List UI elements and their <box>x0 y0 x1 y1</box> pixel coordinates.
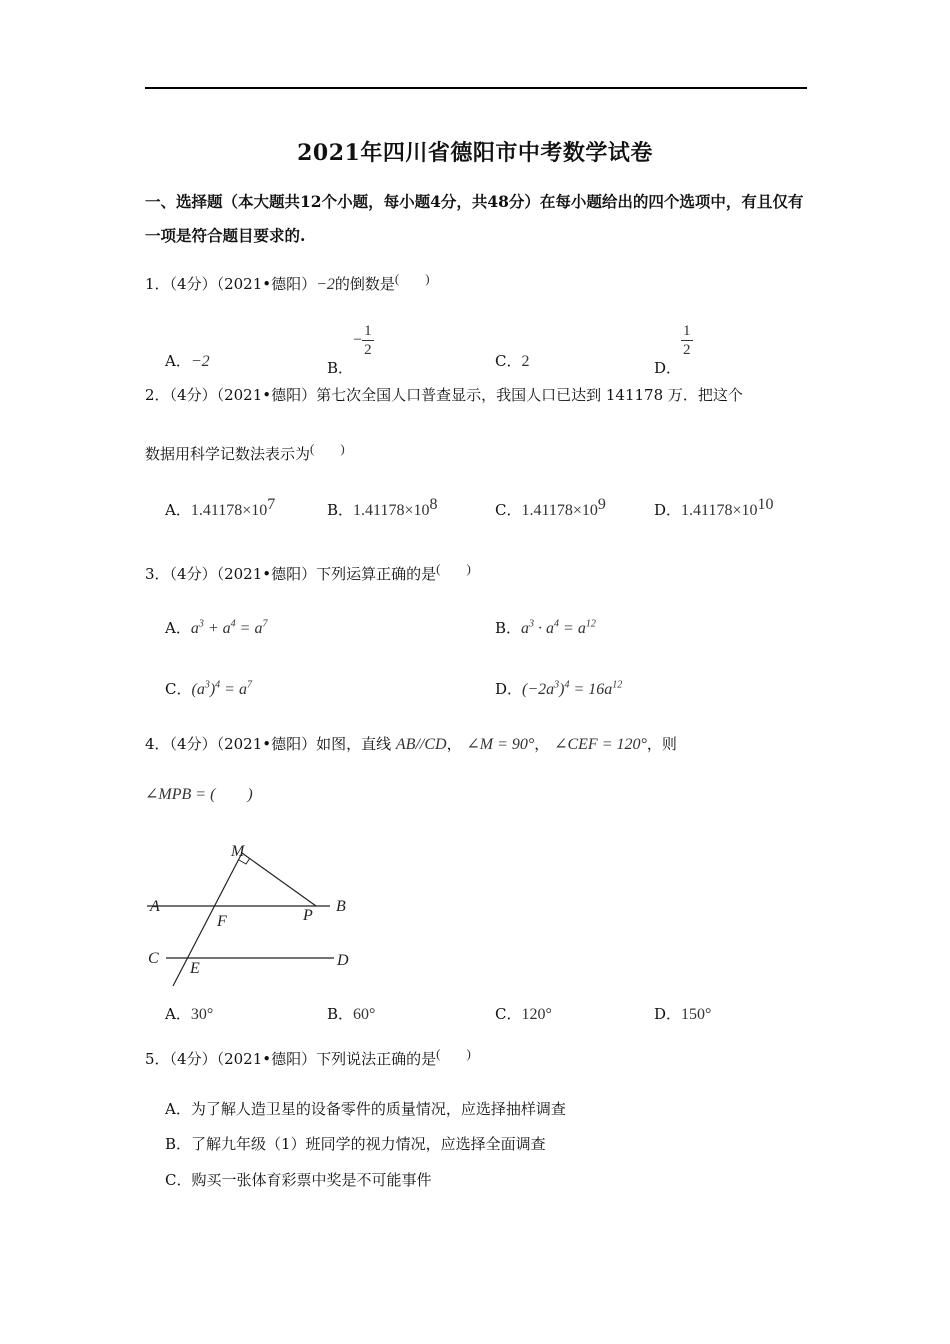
option-base: 1.41178×10 <box>190 502 268 519</box>
label-a: A <box>150 898 160 915</box>
option-base: 1.41178×10 <box>681 502 758 519</box>
q4-option-a[interactable] <box>165 1003 213 1024</box>
q4-prefix: 4．（4分）（2021•德阳）如图，直线 <box>145 735 392 753</box>
option-expression: $(a^3)^4 = a^7$ <box>191 679 252 698</box>
option-label: A． <box>165 619 191 637</box>
option-fraction <box>681 322 693 359</box>
header-rule <box>145 87 807 89</box>
q3-text: 3．（4分）（2021•德阳）下列运算正确的是 <box>145 565 437 583</box>
q3-option-c[interactable] <box>165 678 252 699</box>
option-expression: $(-2a^3)^4 = 16a^{12}$ <box>522 679 623 698</box>
option-label: C． <box>495 501 522 519</box>
option-label: D． <box>495 680 523 698</box>
q4-parallel: AB//CD <box>395 736 447 753</box>
option-exponent: 9 <box>597 496 606 513</box>
option-base: 1.41178×10 <box>353 502 430 519</box>
option-label: A． <box>165 352 191 370</box>
q2-option-c[interactable] <box>495 496 606 520</box>
q2-option-b[interactable] <box>327 496 437 520</box>
option-value: 2 <box>521 353 530 370</box>
q2-option-d[interactable] <box>654 496 773 520</box>
q3-option-b[interactable] <box>495 617 596 638</box>
label-d: D <box>337 952 349 969</box>
page-title: 2021年四川省德阳市中考数学试卷 <box>297 140 653 166</box>
option-label: A． <box>165 501 191 519</box>
option-exponent: 8 <box>429 496 438 513</box>
label-m: M <box>231 843 245 860</box>
q4-option-c[interactable] <box>495 1003 552 1024</box>
q5-option-b[interactable]: B．了解九年级（1）班同学的视力情况，应选择全面调查 <box>165 1135 546 1153</box>
line-me <box>173 853 242 986</box>
section-heading: 一、选择题（本大题共12个小题，每小题4分，共48分）在每小题给出的四个选项中，有且仅有一项是符合题目要求的. <box>145 192 804 245</box>
q1-suffix: 的倒数是 <box>334 275 395 293</box>
option-exponent: 10 <box>757 496 774 513</box>
option-value: 150° <box>681 1006 712 1023</box>
question-5 <box>145 1043 471 1069</box>
question-2-line1: 2．（4分）（2021•德阳）第七次全国人口普查显示，我国人口已达到 141178 万．把这个 <box>145 386 743 404</box>
option-expression: $a^3 + a^4 = a^7$ <box>190 618 268 637</box>
label-p: P <box>303 907 313 924</box>
q1-math: −2 <box>316 276 335 293</box>
label-b: B <box>336 898 346 915</box>
option-label: B． <box>327 358 354 377</box>
label-f: F <box>217 913 227 930</box>
q1-option-c[interactable] <box>495 350 529 371</box>
q4-option-d[interactable] <box>654 1003 711 1024</box>
option-label: D． <box>654 358 682 377</box>
question-2-line2 <box>145 438 345 464</box>
option-label: C． <box>165 680 192 698</box>
q5-option-a[interactable]: A．为了解人造卫星的设备零件的质量情况，应选择抽样调查 <box>165 1100 566 1118</box>
question-1 <box>145 268 430 294</box>
q4-angle-m: ∠M = 90° <box>466 736 535 753</box>
fraction-numerator: 1 <box>364 323 372 339</box>
label-c: C <box>148 950 159 967</box>
option-value: 60° <box>353 1006 376 1023</box>
q1-option-a[interactable] <box>165 350 210 371</box>
q1-option-d[interactable] <box>654 322 693 377</box>
option-label: D． <box>654 501 682 519</box>
option-value: −2 <box>190 353 210 370</box>
q5-text: 5．（4分）（2021•德阳）下列说法正确的是 <box>145 1050 437 1068</box>
option-fraction <box>362 322 374 359</box>
option-value: 30° <box>190 1006 214 1023</box>
q3-answer-blank: ( ) <box>436 561 471 576</box>
q3-option-a[interactable] <box>165 617 267 638</box>
option-exponent: 7 <box>267 496 276 513</box>
label-e: E <box>190 960 200 977</box>
option-label: D． <box>654 1005 682 1023</box>
q5-option-c[interactable]: C．购买一张体育彩票中奖是不可能事件 <box>165 1171 432 1189</box>
q2-answer-blank: ( ) <box>310 441 345 456</box>
q4-question: ∠MPB = ( ) <box>145 786 253 803</box>
q4-angle-cef: ∠CEF = 120° <box>554 736 647 753</box>
question-4-line1: 4．（4分）（2021•德阳）如图，直线 AB//CD， ∠M = 90°， ∠CEF = 120°，则 <box>145 735 677 753</box>
option-label: C． <box>495 352 522 370</box>
q2-text: 数据用科学记数法表示为 <box>145 445 311 463</box>
q1-option-b[interactable] <box>327 322 374 377</box>
q3-option-d[interactable] <box>495 678 622 699</box>
q4-tail: ，则 <box>646 735 677 753</box>
option-label: B． <box>327 1005 354 1023</box>
option-sign: − <box>353 331 363 349</box>
fraction-denominator: 2 <box>683 342 691 358</box>
question-3 <box>145 558 471 584</box>
option-expression: $a^3 \cdot a^4 = a^{12}$ <box>521 618 596 637</box>
q1-answer-blank: ( ) <box>394 271 430 286</box>
q5-answer-blank: ( ) <box>436 1046 471 1061</box>
line-mp <box>242 853 316 906</box>
fraction-numerator: 1 <box>683 323 691 339</box>
option-label: C． <box>495 1005 522 1023</box>
q4-option-b[interactable] <box>327 1003 375 1024</box>
q1-prefix: 1．（4分）（2021•德阳） <box>145 275 317 293</box>
question-4-line2 <box>145 781 253 804</box>
option-label: B． <box>327 501 354 519</box>
option-label: B． <box>495 619 522 637</box>
q2-option-a[interactable] <box>165 496 275 520</box>
fraction-denominator: 2 <box>364 342 372 358</box>
option-base: 1.41178×10 <box>521 502 598 519</box>
option-label: A． <box>165 1005 191 1023</box>
geometry-figure <box>140 838 360 993</box>
option-value: 120° <box>521 1006 552 1023</box>
